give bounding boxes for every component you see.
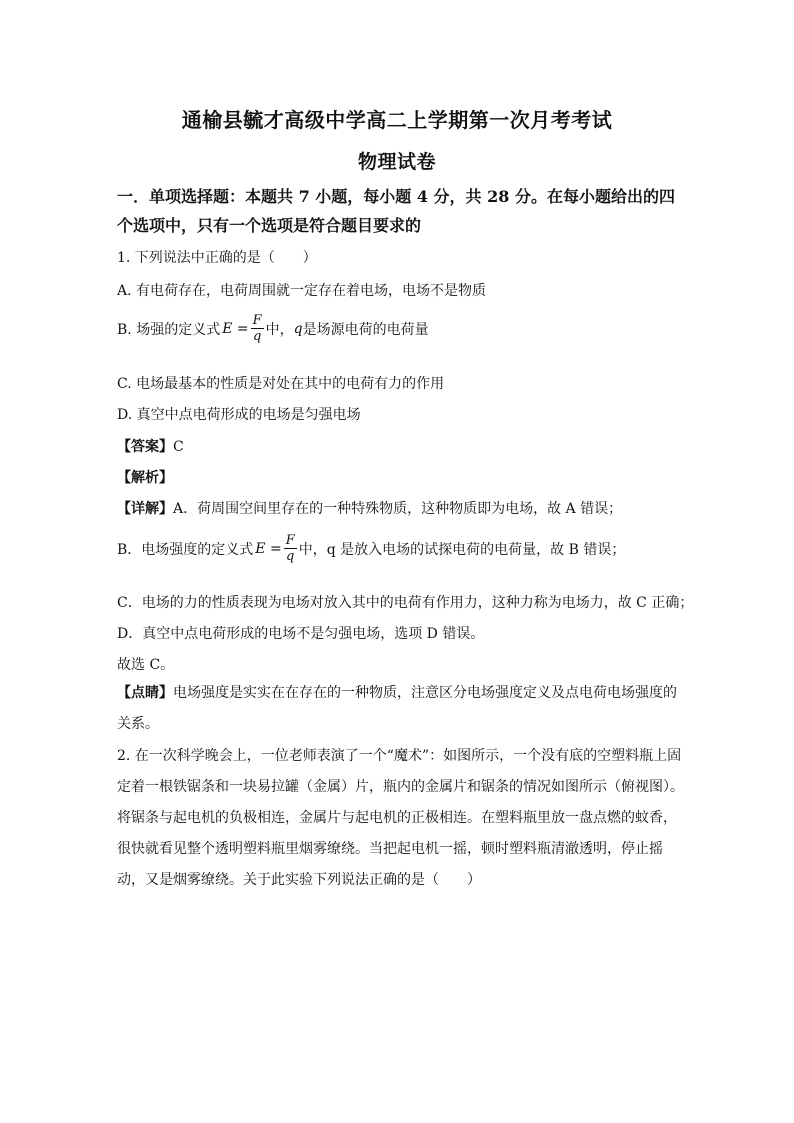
answer-label: 【答案】 xyxy=(117,439,173,455)
exam-title: 通榆县毓才高级中学高二上学期第一次月考考试 xyxy=(181,108,613,132)
exam-subtitle: 物理试卷 xyxy=(357,151,436,173)
answer-value: C xyxy=(173,439,184,455)
question-2-stem: 2. 在一次科学晚会上，一位老师表演了一个“魔术”：如图所示，一个没有底的空塑料瓶上固定着一根铁锯条和一块易拉罐（金属）片，瓶内的金属片和锯条的情况如图所示（俯视图）。将锯条与起电机的负极相连，金属片与起电机的正极相连。在塑料瓶里放一盘点燃的蚊香，很快就看见整个透明塑料瓶里烟雾缭绕。当把起电机一摇，顿时塑料瓶清澈透明，停止摇动，又是烟雾缭绕。关于此实验下列说法正确的是（ ） xyxy=(117,748,684,888)
comment-text: 电场强度是实实在在存在的一种物质，注意区分电场强度定义及点电荷电场强度的关系。 xyxy=(117,685,677,732)
option-b-suffix: 是场源电荷的电荷量 xyxy=(302,321,429,338)
fraction-denominator: q xyxy=(252,329,262,344)
detail-b-suffix: 中，q 是放入电场的试探电荷的电荷量，故 B 错误； xyxy=(298,541,626,558)
detail-b-prefix: B．电场强度的定义式 xyxy=(117,541,254,558)
detail-c: C．电场的力的性质表现为电场对放入其中的电荷有作用力，这种力称为电场力，故 C 正确； xyxy=(117,595,694,611)
option-b-fraction xyxy=(251,313,264,344)
answer-line xyxy=(117,436,184,456)
comment-label: 【点睛】 xyxy=(117,685,173,701)
question-1-option-b xyxy=(117,313,429,344)
fraction-numerator: F xyxy=(285,533,295,548)
section-heading: 一．单项选择题：本题共 7 小题，每小题 4 分，共 28 分。在每小题给出的四个选项中，只有一个选项是符合题目要求的 xyxy=(117,187,675,235)
question-1-stem: 1. 下列说法中正确的是（ ） xyxy=(117,250,317,266)
detail-b-line xyxy=(117,533,625,564)
option-b-prefix: B. 场强的定义式 xyxy=(117,321,221,338)
question-1-option-a: A. 有电荷存在，电荷周围就一定存在着电场，电场不是物质 xyxy=(117,283,487,299)
conclusion: 故选 C。 xyxy=(117,657,175,673)
detail-d: D．真空中点电荷形成的电场不是匀强电场，选项 D 错误。 xyxy=(117,626,485,642)
analysis-label: 【解析】 xyxy=(117,470,173,486)
question-1-option-d: D. 真空中点电荷形成的电场是匀强电场 xyxy=(117,407,361,423)
option-b-formula-lhs: E = xyxy=(222,320,249,337)
fraction-numerator: F xyxy=(252,313,262,328)
detail-label: 【详解】 xyxy=(117,501,173,517)
detail-b-fraction xyxy=(284,533,297,564)
question-1-option-c: C. 电场最基本的性质是对处在其中的电荷有力的作用 xyxy=(117,376,445,392)
detail-a-line xyxy=(117,498,622,518)
option-b-mid: 中， xyxy=(265,321,294,338)
fraction-denominator: q xyxy=(286,549,295,564)
comment-paragraph xyxy=(117,678,687,740)
option-b-variable: q xyxy=(293,320,303,337)
detail-a: A．荷周围空间里存在的一种特殊物质，这种物质即为电场，故 A 错误； xyxy=(173,501,623,517)
detail-b-formula-lhs: E = xyxy=(255,540,282,557)
